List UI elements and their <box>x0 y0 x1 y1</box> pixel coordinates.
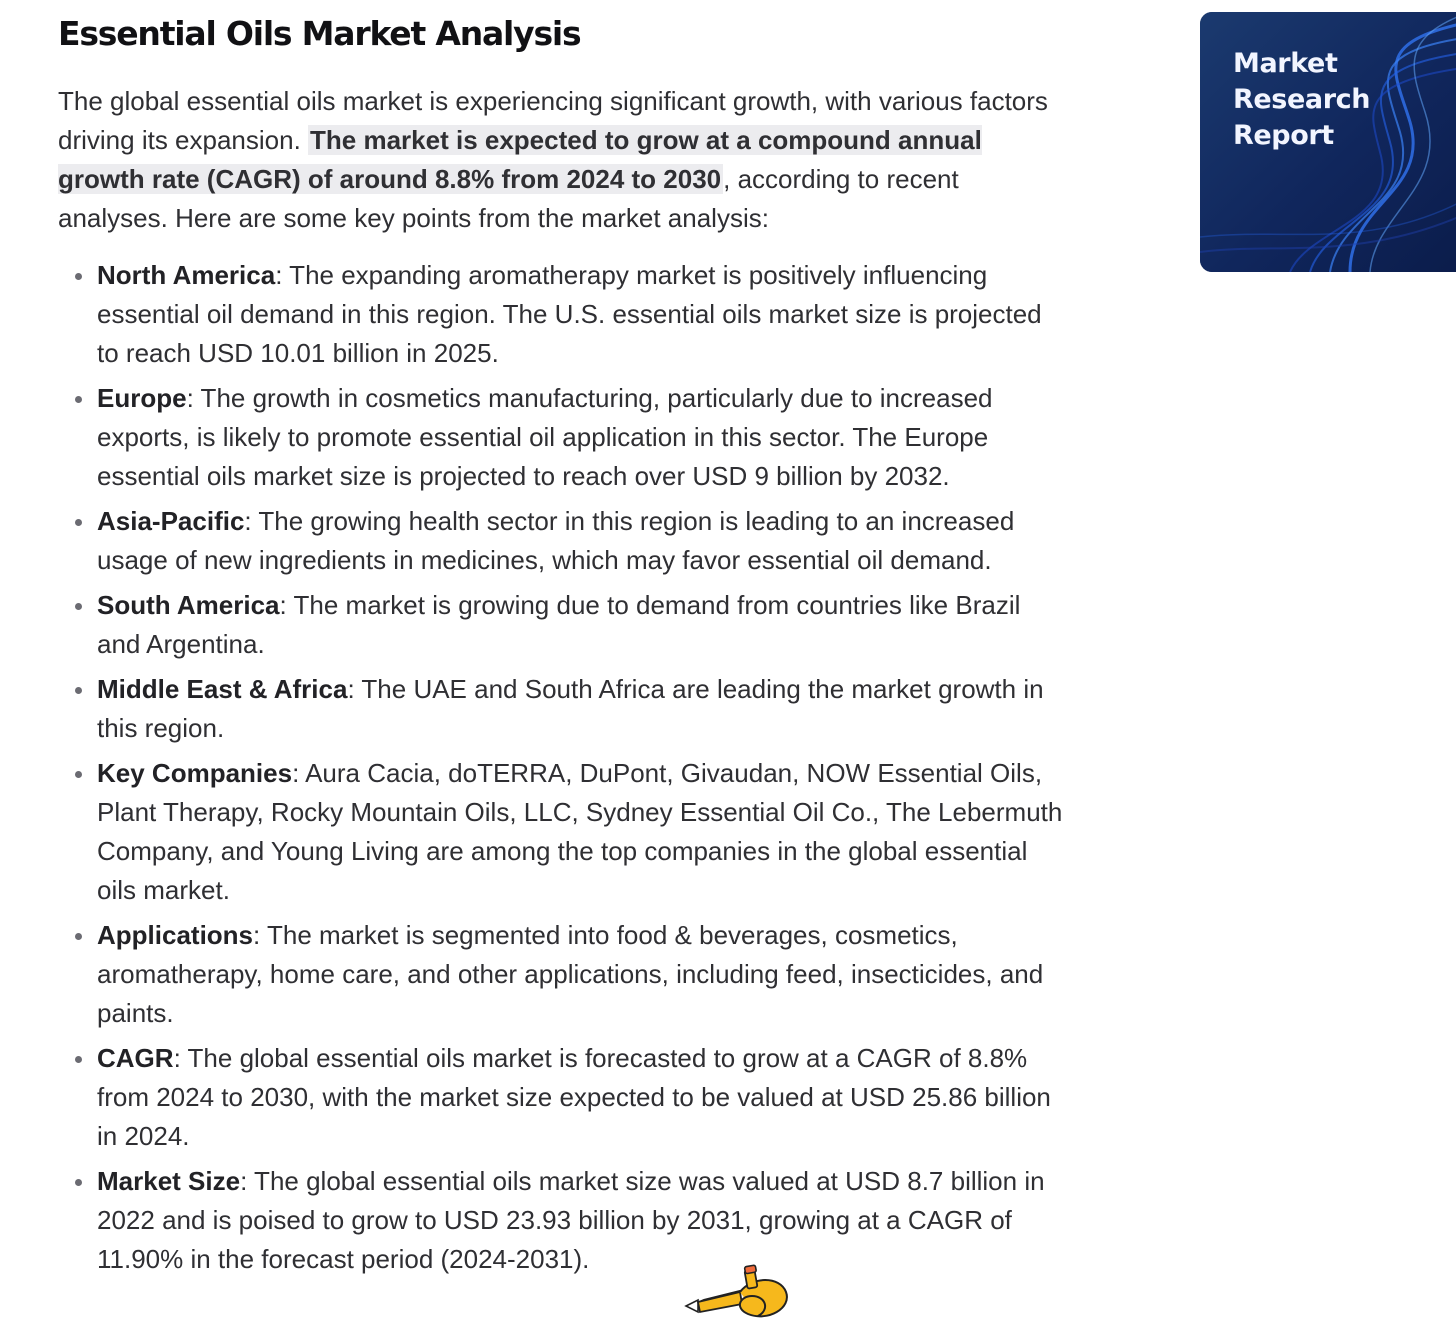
list-item-term: Key Companies <box>97 758 293 788</box>
list-item-text: : The growing health sector in this region is leading to an increased usage of new ingredients in medicines, which may favor essential oil demand. <box>97 506 1015 575</box>
list-item-text: : The UAE and South Africa are leading the market growth in this region. <box>97 674 1044 743</box>
list-item-text: : Aura Cacia, doTERRA, DuPont, Givaudan, NOW Essential Oils, Plant Therapy, Rocky Mountain Oils, LLC, Sydney Essential Oil Co., The Lebermuth Company, and Young Living are among the top companies in the global essential oils market. <box>97 758 1063 905</box>
list-item-term: Market Size <box>97 1166 241 1196</box>
report-card-title <box>1233 46 1453 154</box>
page-title: Essential Oils Market Analysis <box>58 14 581 53</box>
market-research-report-thumbnail[interactable] <box>1200 12 1456 272</box>
list-item-market-size <box>58 1162 1067 1279</box>
intro-text-end: , according to recent analyses. Here are some key points from the market analysis: <box>58 164 959 233</box>
list-item-text: : The global essential oils market is forecasted to grow at a CAGR of 8.8% from 2024 to 2030, with the market size expected to be valued at USD 25.86 billion in 2024. <box>97 1043 1051 1151</box>
list-item-term: CAGR <box>97 1043 174 1073</box>
list-item-term: North America <box>97 260 276 290</box>
list-item-term: South America <box>97 590 280 620</box>
pencil-scribble-icon <box>682 1262 794 1335</box>
list-item-text: : The global essential oils market size was valued at USD 8.7 billion in 2022 and is poised to grow to USD 23.93 billion by 2031, growing at a CAGR of 11.90% in the forecast period (2024-2031). <box>97 1166 1045 1274</box>
list-item-cagr <box>58 1039 1067 1156</box>
list-item-applications <box>58 916 1067 1033</box>
list-item-text: : The expanding aromatherapy market is positively influencing essential oil demand in this region. The U.S. essential oils market size is projected to reach USD 10.01 billion in 2025. <box>97 260 1042 368</box>
intro-paragraph <box>58 82 1058 238</box>
intro-text-start: The global essential oils market is experiencing significant growth, with various factors driving its expansion. <box>58 86 1048 155</box>
report-card-line: Research <box>1233 84 1371 115</box>
list-item-text: : The growth in cosmetics manufacturing, particularly due to increased exports, is likely to promote essential oil application in this sector. The Europe essential oils market size is projected to reach over USD 9 billion by 2032. <box>97 383 993 491</box>
list-item-term: Applications <box>97 920 254 950</box>
list-item-middle-east-africa <box>58 670 1067 748</box>
key-points-list <box>58 256 1088 1279</box>
list-item-term: Middle East & Africa <box>97 674 348 704</box>
list-item-south-america <box>58 586 1067 664</box>
list-item-text: : The market is segmented into food & beverages, cosmetics, aromatherapy, home care, and other applications, including feed, insecticides, and paints. <box>97 920 1044 1028</box>
list-item-text: : The market is growing due to demand from countries like Brazil and Argentina. <box>97 590 1021 659</box>
intro-highlight: The market is expected to grow at a compound annual growth rate (CAGR) of around 8.8% from 2024 to 2030 <box>58 125 982 194</box>
report-card-line: Report <box>1233 120 1334 151</box>
list-item-north-america <box>58 256 1067 373</box>
article <box>58 10 1088 1285</box>
list-item-asia-pacific <box>58 502 1067 580</box>
report-card-line: Market <box>1233 48 1338 79</box>
list-item-term: Asia-Pacific <box>97 506 245 536</box>
list-item-europe <box>58 379 1067 496</box>
list-item-key-companies <box>58 754 1067 910</box>
list-item-term: Europe <box>97 383 187 413</box>
